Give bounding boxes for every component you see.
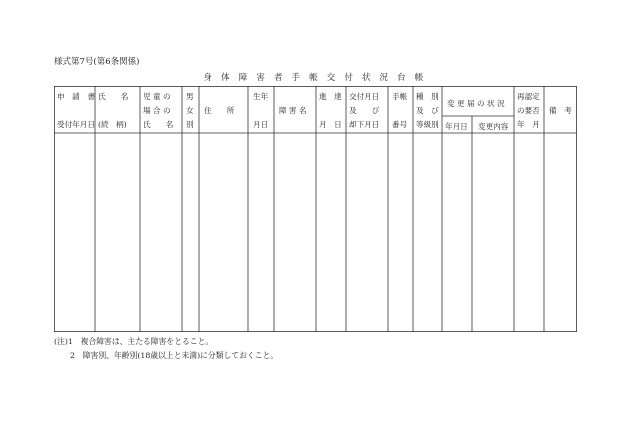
header-koufu-1: 交付月日 (349, 92, 380, 101)
header-gappi: 月日 (253, 120, 269, 129)
header-uketsuke: 受付年月日 (57, 120, 95, 129)
note-1: (注)1 複合障害は、主たる障害をとること。 (54, 337, 214, 346)
header-danjo-3: 別 (186, 120, 194, 129)
header-shougai: 障 害 名 (279, 106, 307, 115)
header-zokugara: (続 柄) (98, 120, 127, 129)
header-shintatsu-1: 進 達 (319, 92, 342, 101)
header-jidou-3: 氏 名 (143, 120, 174, 129)
header-techou-2: 番号 (392, 120, 408, 129)
document-title: 身 体 障 害 者 手 帳 交 付 状 況 台 帳 (203, 73, 427, 83)
header-koufu-3: 却下月日 (349, 120, 380, 129)
header-techou-1: 手帳 (392, 92, 408, 101)
header-henkou: 変 更 届 の 状 況 (447, 99, 505, 108)
header-shubetsu-3: 等級別 (416, 120, 439, 129)
header-danjo-1: 男 (186, 92, 194, 101)
header-henkou-naiyou: 変更内容 (478, 122, 509, 131)
header-saininchi-2: の要否 (517, 106, 540, 115)
header-shubetsu-2: 及 び (416, 106, 439, 115)
header-seinen: 生年 (253, 92, 269, 101)
header-jusho: 住 所 (204, 106, 235, 115)
header-shinsei: 申 請 書 (57, 92, 95, 101)
header-danjo-2: 女 (186, 106, 194, 115)
header-shintatsu-2: 月 日 (319, 120, 342, 129)
header-jidou-1: 児 童 の (143, 92, 171, 101)
header-jidou-2: 場 合 の (143, 106, 171, 115)
form-number: 様式第7号(第6条関係) (54, 57, 140, 67)
header-nengappi: 年月日 (445, 122, 468, 131)
note-2: 2 障害別、年齢別(18歳以上と未満)に分類しておくこと。 (70, 351, 279, 360)
header-shimei: 氏 名 (98, 92, 129, 101)
header-saininchi-3: 年 月 (517, 120, 540, 129)
header-bikou: 備 考 (549, 106, 572, 115)
header-shubetsu-1: 種 別 (416, 92, 439, 101)
header-koufu-2: 及 び (349, 106, 380, 115)
ledger-table (54, 86, 577, 332)
header-saininchi-1: 再認定 (517, 92, 540, 101)
